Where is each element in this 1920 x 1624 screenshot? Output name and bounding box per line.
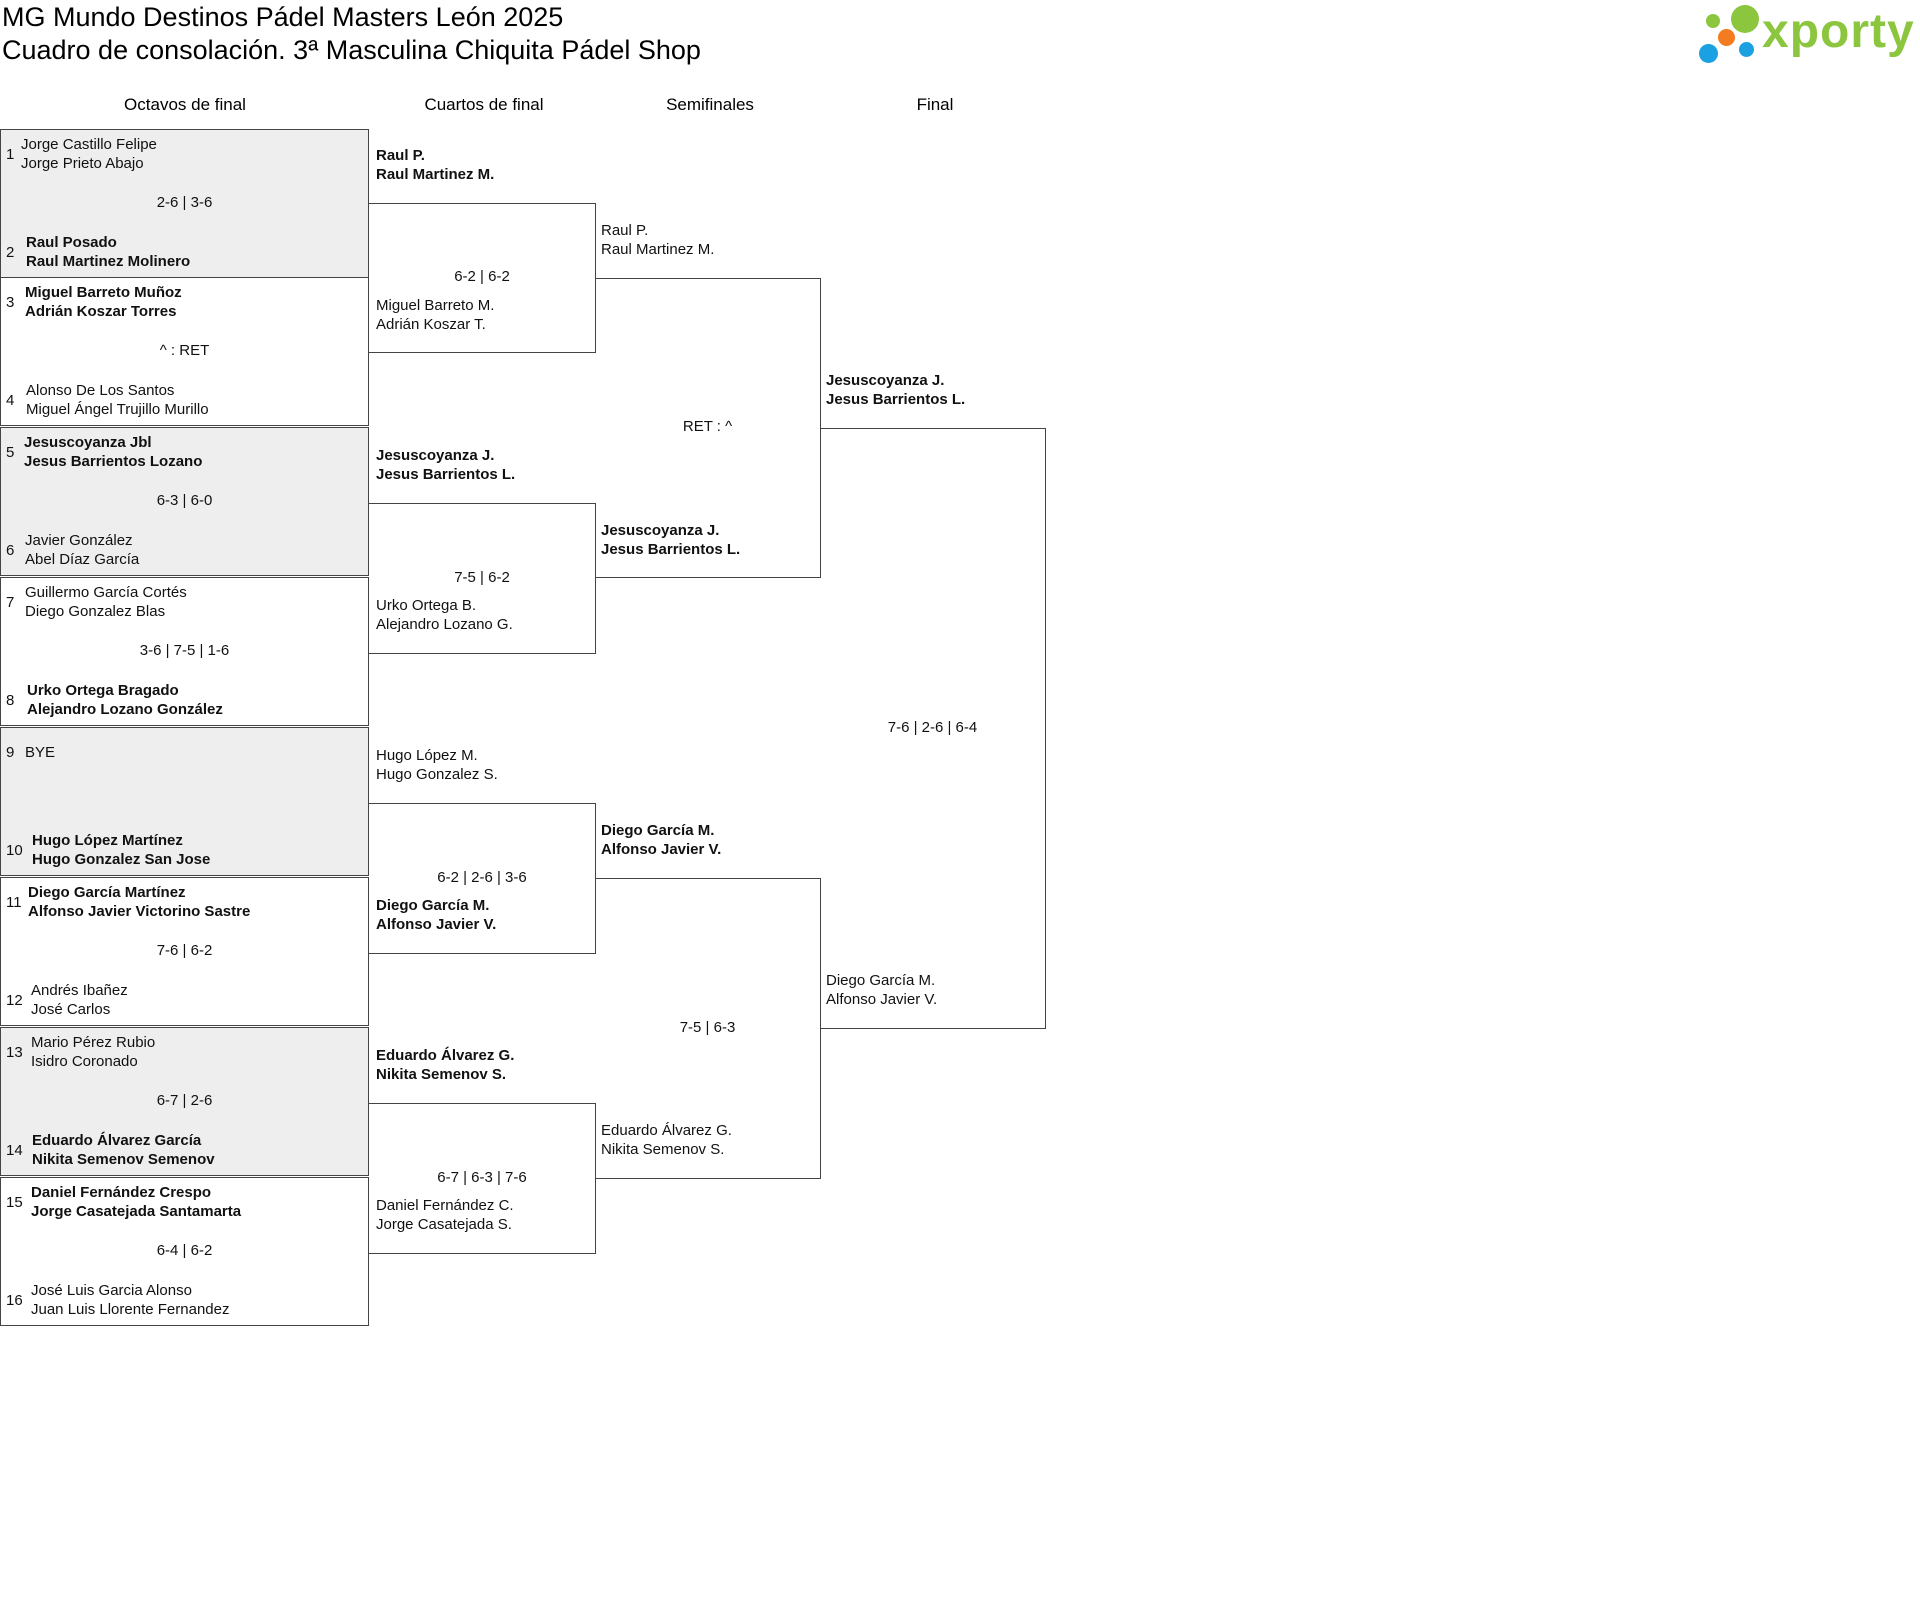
match-score: 7-6 | 6-2 — [156, 942, 213, 959]
team-16: José Luis Garcia Alonso Juan Luis Llorente Fernandez — [31, 1282, 230, 1318]
octavos-match-3 — [0, 427, 369, 576]
seed-number: 8 — [6, 692, 15, 709]
logo-dot-orange — [1718, 29, 1735, 46]
team-9: BYE — [25, 744, 56, 761]
cuartos-team: Hugo López M. Hugo Gonzalez S. — [376, 747, 498, 783]
team-13: Mario Pérez Rubio Isidro Coronado — [31, 1034, 156, 1070]
seed-number: 14 — [6, 1142, 23, 1159]
team-15: Daniel Fernández Crespo Jorge Casatejada Santamarta — [31, 1184, 242, 1220]
semis-team: Jesuscoyanza J. Jesus Barrientos L. — [601, 522, 741, 558]
logo-text: xporty — [1762, 5, 1915, 58]
page-subtitle: Cuadro de consolación. 3ª Masculina Chiquita Pádel Shop — [2, 35, 701, 65]
octavos-match-1 — [0, 129, 369, 278]
team-7: Guillermo García Cortés Diego Gonzalez Blas — [25, 584, 187, 620]
octavos-match-5 — [0, 727, 369, 876]
team-11: Diego García Martínez Alfonso Javier Victorino Sastre — [28, 884, 251, 920]
round-header-cuartos: Cuartos de final — [424, 95, 544, 114]
logo-dot-blue-right — [1739, 42, 1754, 57]
octavos-match-6 — [0, 877, 369, 1026]
seed-number: 7 — [6, 594, 15, 611]
cuartos-team: Daniel Fernández C. Jorge Casatejada S. — [376, 1197, 514, 1233]
octavos-match-2 — [0, 277, 369, 426]
match-score: 6-2 | 6-2 — [454, 268, 510, 285]
match-score: RET : ^ — [682, 418, 733, 435]
cuartos-team: Miguel Barreto M. Adrián Koszar T. — [376, 297, 495, 333]
logo-dot-green — [1731, 5, 1759, 33]
final-team: Jesuscoyanza J. Jesus Barrientos L. — [826, 372, 966, 408]
team-1: Jorge Castillo Felipe Jorge Prieto Abajo — [21, 136, 157, 172]
seed-number: 5 — [6, 444, 15, 461]
cuartos-team: Eduardo Álvarez G. Nikita Semenov S. — [376, 1047, 515, 1083]
match-score: 7-5 | 6-2 — [454, 568, 510, 586]
seed-number: 1 — [6, 146, 15, 163]
semis-team: Diego García M. Alfonso Javier V. — [601, 822, 722, 858]
seed-number: 13 — [6, 1044, 23, 1061]
match-score: 6-7 | 6-3 | 7-6 — [437, 1168, 527, 1186]
seed-number: 16 — [6, 1292, 23, 1309]
octavos-match-8 — [0, 1177, 369, 1326]
cuartos-team: Jesuscoyanza J. Jesus Barrientos L. — [376, 447, 516, 483]
match-score: ^ : RET — [159, 342, 210, 359]
round-header-octavos: Octavos de final — [124, 95, 246, 114]
seed-number: 9 — [6, 744, 15, 761]
match-score: 6-2 | 2-6 | 3-6 — [437, 868, 527, 886]
final-team: Diego García M. Alfonso Javier V. — [826, 972, 938, 1008]
logo-dot-green-small — [1706, 14, 1720, 28]
final-connector — [820, 428, 1046, 1029]
seed-number: 2 — [6, 244, 15, 261]
team-12: Andrés Ibañez José Carlos — [31, 982, 128, 1018]
cuartos-team: Urko Ortega B. Alejandro Lozano G. — [376, 597, 513, 633]
logo-dot-blue — [1699, 44, 1718, 63]
round-header-final: Final — [916, 95, 954, 114]
semis-team: Raul P. Raul Martinez M. — [601, 222, 715, 258]
team-4: Alonso De Los Santos Miguel Ángel Trujillo Murillo — [26, 382, 209, 418]
match-score: 7-6 | 2-6 | 6-4 — [887, 718, 978, 736]
seed-number: 4 — [6, 392, 15, 409]
seed-number: 11 — [6, 894, 22, 911]
team-10: Hugo López Martínez Hugo Gonzalez San Jose — [32, 832, 211, 868]
team-14: Eduardo Álvarez García Nikita Semenov Semenov — [32, 1132, 215, 1168]
seed-number: 3 — [6, 294, 15, 311]
match-score: 2-6 | 3-6 — [156, 194, 213, 211]
octavos-match-4 — [0, 577, 369, 726]
match-score: 6-7 | 2-6 — [156, 1092, 213, 1109]
seed-number: 6 — [6, 542, 15, 559]
seed-number: 10 — [6, 842, 23, 859]
page-title: MG Mundo Destinos Pádel Masters León 2025 — [2, 2, 564, 32]
cuartos-team: Diego García M. Alfonso Javier V. — [376, 897, 497, 933]
match-score: 6-4 | 6-2 — [156, 1242, 213, 1259]
seed-number: 12 — [6, 992, 23, 1009]
seed-number: 15 — [6, 1194, 23, 1211]
semis-team: Eduardo Álvarez G. Nikita Semenov S. — [601, 1122, 732, 1158]
xporty-logo[interactable] — [1690, 0, 1920, 70]
cuartos-team: Raul P. Raul Martinez M. — [376, 147, 495, 183]
match-score: 6-3 | 6-0 — [156, 492, 213, 509]
octavos-match-7 — [0, 1027, 369, 1176]
match-score: 3-6 | 7-5 | 1-6 — [139, 642, 230, 659]
team-2: Raul Posado Raul Martinez Molinero — [26, 234, 191, 270]
team-6: Javier González Abel Díaz García — [25, 532, 140, 568]
team-5: Jesuscoyanza Jbl Jesus Barrientos Lozano — [24, 434, 203, 470]
team-8: Urko Ortega Bragado Alejandro Lozano González — [27, 682, 223, 718]
round-header-semifinales: Semifinales — [666, 95, 754, 114]
team-3: Miguel Barreto Muñoz Adrián Koszar Torres — [25, 284, 182, 320]
match-score: 7-5 | 6-3 — [679, 1018, 736, 1036]
